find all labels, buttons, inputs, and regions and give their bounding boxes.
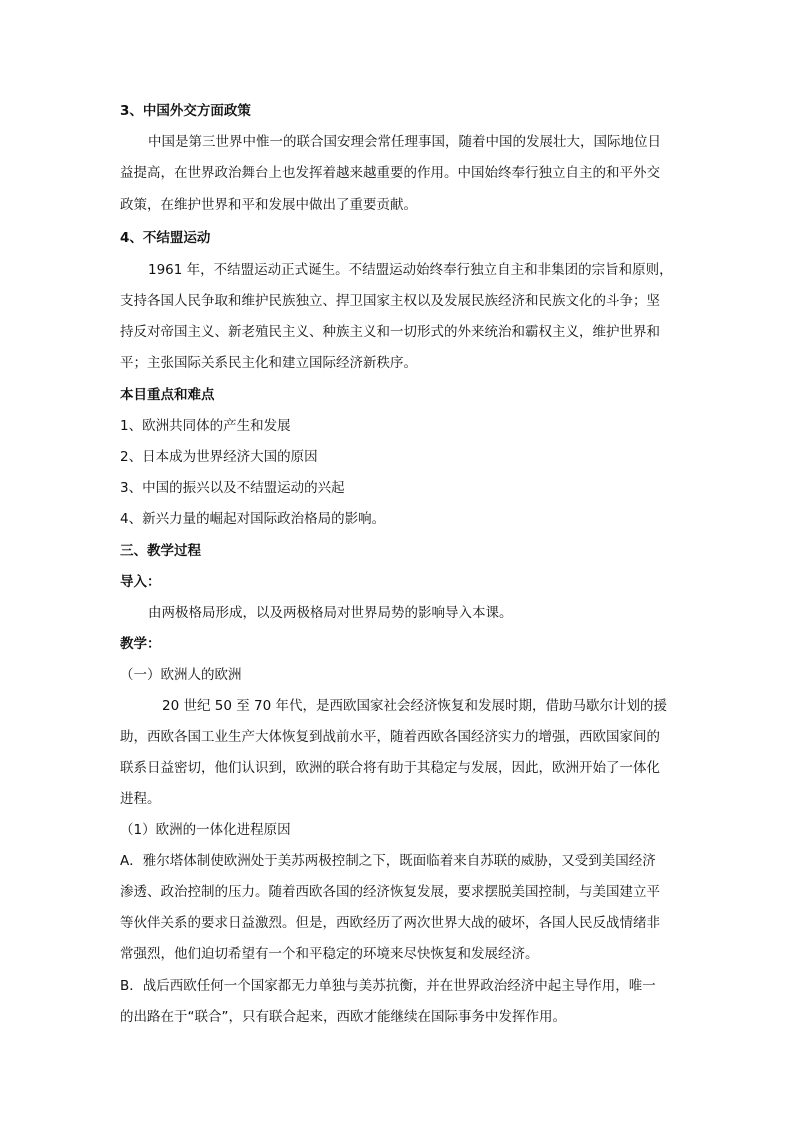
section-4-text-line: 平；主张国际关系民主化和建立国际经济新秩序。 (120, 355, 417, 371)
section-4-text-line: 1961 年，不结盟运动正式诞生。不结盟运动始终奉行独立自主和非集团的宗旨和原则， (148, 262, 673, 278)
section-4-text-line: 支持各国人民争取和维护民族独立、捍卫国家主权以及发展民族经济和民族文化的斗争；坚 (120, 293, 660, 309)
intro-text: 由两极格局形成，以及两极格局对世界局势的影响导入本课。 (148, 605, 513, 621)
section-3-text-line: 益提高，在世界政治舞台上也发挥着越来越重要的作用。中国始终奉行独立自主的和平外交 (120, 165, 660, 181)
point-a-line: 渗透、政治控制的压力。随着西欧各国的经济恢复发展，要求摆脱美国控制，与美国建立平 (120, 884, 660, 900)
section-4-text-line: 持反对帝国主义、新老殖民主义、种族主义和一切形式的外来统治和霸权主义，维护世界和 (120, 324, 660, 340)
focus-item: 3、中国的振兴以及不结盟运动的兴起 (120, 480, 345, 496)
section-3-text-line: 中国是第三世界中惟一的联合国安理会常任理事国，随着中国的发展壮大，国际地位日 (148, 134, 661, 150)
paragraph-line: 联系日益密切，他们认识到，欧洲的联合将有助于其稳定与发展，因此，欧洲开始了一体化 (120, 760, 660, 776)
point-a-line: 等伙伴关系的要求日益激烈。但是，西欧经历了两次世界大战的破坏，各国人民反战情绪非 (120, 915, 660, 931)
focus-heading: 本目重点和难点 (120, 387, 215, 403)
point-b-line: B．战后西欧任何一个国家都无力单独与美苏抗衡，并在世界政治经济中起主导作用，唯一 (120, 978, 656, 994)
focus-item: 1、欧洲共同体的产生和发展 (120, 418, 291, 434)
section-3-heading: 3、中国外交方面政策 (120, 103, 251, 119)
teach-label: 教学： (120, 636, 161, 652)
reason-title: （1）欧洲的一体化进程原因 (120, 822, 291, 838)
process-heading: 三、教学过程 (120, 543, 201, 559)
section-4-heading: 4、不结盟运动 (120, 230, 211, 246)
section-3-text-line: 政策，在维护世界和平和发展中做出了重要贡献。 (120, 197, 417, 213)
intro-label: 导入： (120, 574, 161, 590)
paragraph-line: 20 世纪 50 至 70 年代，是西欧国家社会经济恢复和发展时期，借助马歇尔计划的援 (162, 698, 667, 714)
paragraph-line: 助，西欧各国工业生产大体恢复到战前水平，随着西欧各国经济实力的增强，西欧国家间的 (120, 729, 660, 745)
paragraph-line: 进程。 (120, 791, 161, 807)
point-a-line: 常强烈，他们迫切希望有一个和平稳定的环境来尽快恢复和发展经济。 (120, 946, 539, 962)
focus-item: 4、新兴力量的崛起对国际政治格局的影响。 (120, 511, 386, 527)
focus-item: 2、日本成为世界经济大国的原因 (120, 449, 318, 465)
point-a-line: A．雅尔塔体制使欧洲处于美苏两极控制之下，既面临着来自苏联的威胁，又受到美国经济 (120, 853, 656, 869)
subsection-title: （一）欧洲人的欧洲 (120, 667, 242, 683)
point-b-line: 的出路在于“联合”，只有联合起来，西欧才能继续在国际事务中发挥作用。 (120, 1009, 566, 1025)
